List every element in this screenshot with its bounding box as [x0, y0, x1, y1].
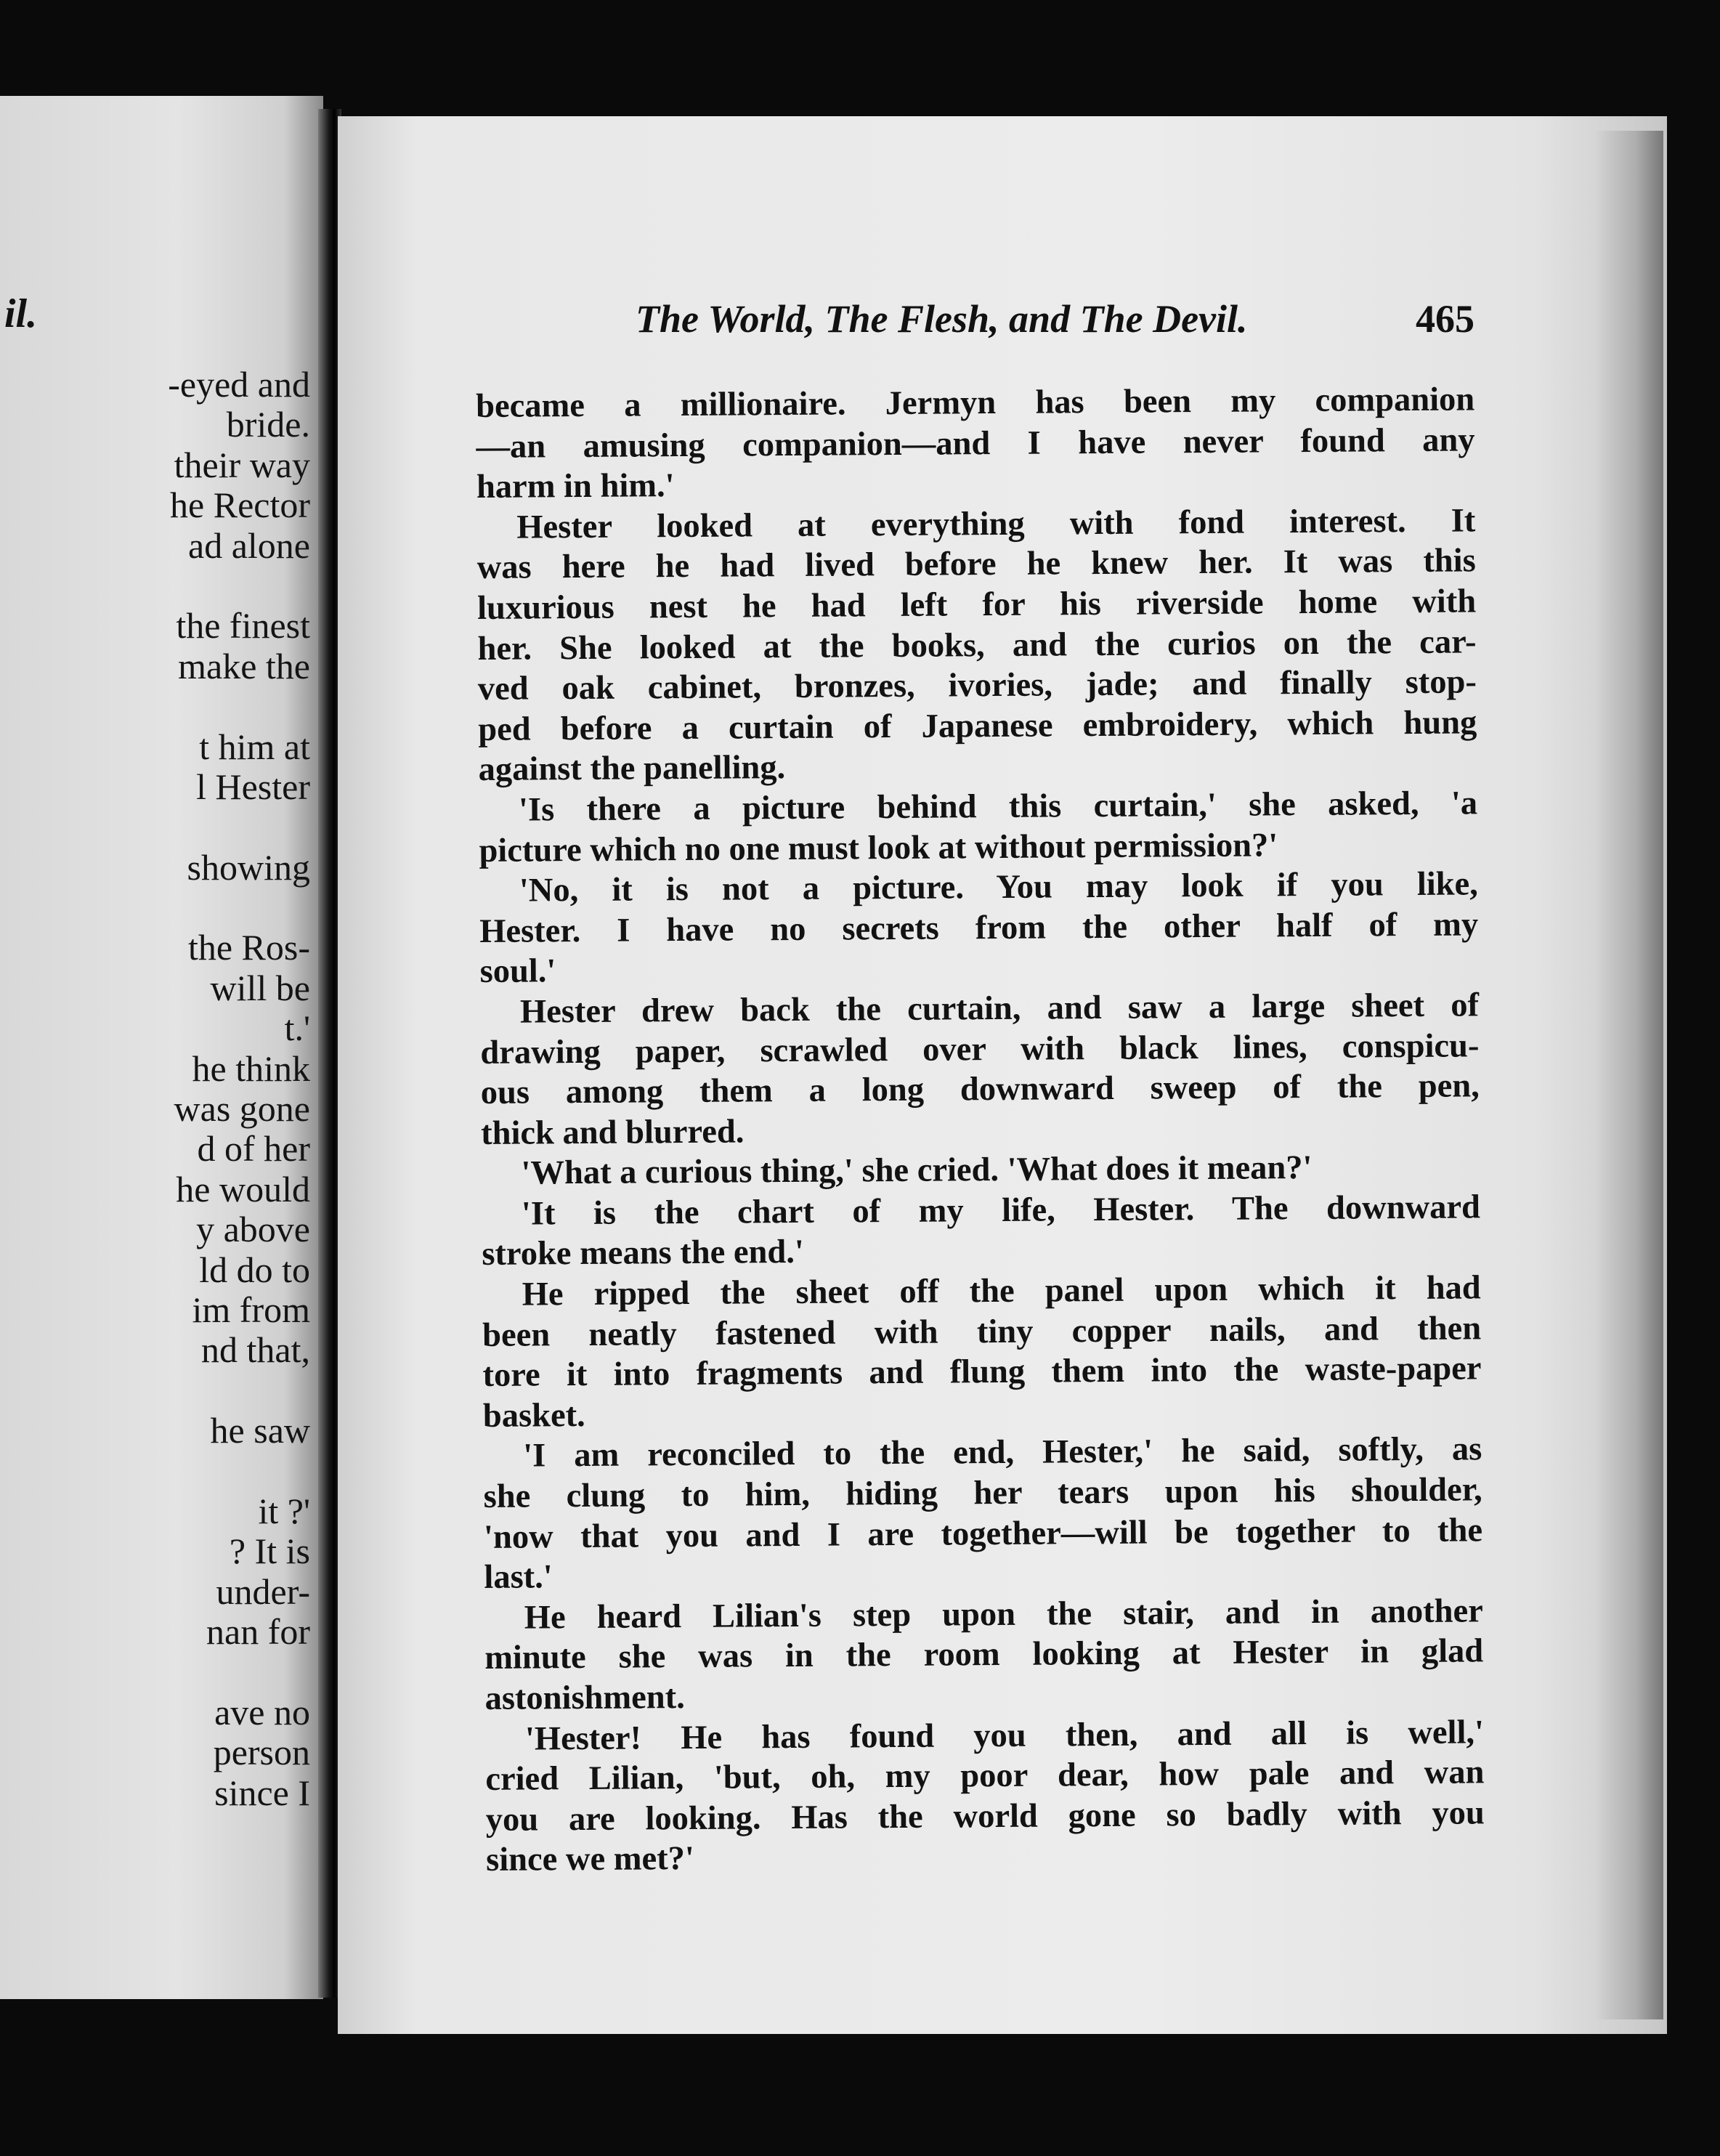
left-page-text	[0, 365, 310, 1813]
left-page-line: the Ros-	[187, 927, 310, 968]
left-page-line: showing	[187, 846, 310, 888]
text-line: was here he had lived before he knew her. It was this	[476, 542, 1476, 587]
text-line: her. She looked at the books, and the curios on the car-	[477, 623, 1477, 668]
left-page-line: since I	[214, 1772, 310, 1813]
text-line: soul.'	[479, 952, 556, 991]
left-page-line	[0, 686, 310, 726]
left-page-line: ave no	[214, 1691, 310, 1732]
left-page-line: was gone	[174, 1088, 310, 1130]
left-page-line: ad alone	[188, 524, 310, 566]
text-line: picture which no one must look at without permission?'	[479, 826, 1278, 870]
paragraph	[482, 1187, 1481, 1275]
text-line: became a millionaire. Jermyn has been my companion	[476, 381, 1475, 425]
left-page-line: ld do to	[199, 1249, 310, 1290]
left-page-line: l Hester	[196, 766, 310, 807]
text-line: 'It is the chart of my life, Hester. The downward	[521, 1188, 1481, 1233]
text-line: astonishment.	[484, 1679, 685, 1717]
text-line: luxurious nest he had left for his riverside home with	[476, 583, 1477, 627]
text-line: 'now that you and I are together—will be together to the	[483, 1511, 1483, 1556]
text-line: Hester. I have no secrets from the other half of my	[479, 906, 1479, 950]
text-line: been neatly fastened with tiny copper nails, and then	[482, 1310, 1482, 1354]
text-line: 'Hester! He has found you then, and all is well,'	[524, 1713, 1485, 1758]
left-page-line: he think	[192, 1047, 310, 1089]
left-page-line: person	[213, 1732, 310, 1773]
text-line: stroke means the end.'	[482, 1233, 804, 1273]
text-line: against the panelling.	[478, 749, 786, 789]
paragraph	[483, 1430, 1483, 1598]
text-line: since we met?'	[485, 1840, 694, 1879]
paragraph	[479, 864, 1479, 992]
text-line: minute she was in the room looking at Hester in glad	[484, 1632, 1484, 1677]
text-line: last.'	[484, 1558, 553, 1597]
left-page-line: t him at	[199, 726, 310, 767]
left-page-line: -eyed and	[168, 364, 310, 405]
left-page-line	[0, 1451, 310, 1491]
left-page-line: im from	[192, 1289, 310, 1330]
left-page-line	[0, 1653, 310, 1693]
left-page-line	[0, 807, 310, 847]
paragraph	[481, 1147, 1480, 1194]
text-line: drawing paper, scrawled over with black lines, conspicu-	[480, 1026, 1480, 1071]
left-page-line	[0, 1371, 310, 1411]
paragraph	[476, 500, 1477, 790]
text-line: harm in him.'	[476, 467, 675, 506]
paragraph	[480, 985, 1480, 1154]
left-page-line: nd that,	[201, 1329, 310, 1371]
left-page-line: under-	[216, 1571, 310, 1612]
left-page-line: the finest	[176, 605, 310, 647]
text-line: thick and blurred.	[481, 1113, 745, 1152]
left-page-line	[0, 566, 310, 606]
paragraph	[479, 783, 1478, 871]
text-line: you are looking. Has the world gone so badly with you	[485, 1794, 1485, 1839]
paragraph	[484, 1591, 1484, 1719]
paragraph	[482, 1268, 1482, 1436]
text-line: Hester looked at everything with fond interest. It	[516, 502, 1476, 546]
text-line: tore it into fragments and flung them into the waste-paper	[482, 1350, 1482, 1395]
left-page-line: make the	[178, 645, 310, 686]
text-line: ped before a curtain of Japanese embroidery, which hung	[478, 704, 1477, 748]
right-page	[338, 116, 1667, 2034]
left-page-line: their way	[174, 444, 310, 485]
text-line: 'Is there a picture behind this curtain,' she asked, 'a	[518, 785, 1478, 829]
left-page-line	[0, 888, 310, 928]
left-page-line: bride.	[226, 404, 310, 445]
text-line: —an amusing companion—and I have never found any	[476, 421, 1475, 466]
left-page-line: he saw	[210, 1410, 310, 1451]
text-line: ved oak cabinet, bronzes, ivories, jade; and finally stop-	[477, 663, 1477, 708]
text-line: 'No, it is not a picture. You may look if you like,	[519, 865, 1478, 909]
left-page-line: it ?'	[258, 1490, 310, 1531]
text-line: she clung to him, hiding her tears upon his shoulder,	[483, 1471, 1482, 1515]
text-line: cried Lilian, 'but, oh, my poor dear, how pale and wan	[485, 1754, 1485, 1799]
left-page-line: y above	[196, 1209, 310, 1250]
left-page-line: he would	[176, 1168, 310, 1209]
text-line: Hester drew back the curtain, and saw a large sheet of	[519, 986, 1480, 1031]
left-running-head: il.	[4, 291, 38, 336]
paragraph	[485, 1712, 1485, 1881]
text-line: 'What a curious thing,' she cried. 'What does it mean?'	[521, 1149, 1313, 1192]
paragraph	[476, 379, 1475, 507]
running-head: The World, The Flesh, and The Devil.	[636, 297, 1248, 341]
text-line: basket.	[482, 1396, 585, 1435]
left-page-line: t.'	[284, 1008, 310, 1049]
left-page	[0, 96, 323, 1999]
text-line: He heard Lilian's step upon the stair, and in another	[524, 1592, 1483, 1637]
left-page-line: ? It is	[229, 1531, 310, 1572]
left-page-line: nan for	[206, 1611, 310, 1653]
page-number: 465	[1416, 297, 1474, 341]
left-page-line: will be	[210, 967, 310, 1008]
text-line: He ripped the sheet off the panel upon which it had	[522, 1269, 1481, 1313]
body-text	[476, 379, 1485, 1881]
left-page-line: d of her	[197, 1128, 310, 1170]
left-page-line: he Rector	[170, 485, 310, 526]
text-line: 'I am reconciled to the end, Hester,' he said, softly, as	[523, 1430, 1482, 1475]
text-line: ous among them a long downward sweep of the pen,	[480, 1067, 1480, 1112]
